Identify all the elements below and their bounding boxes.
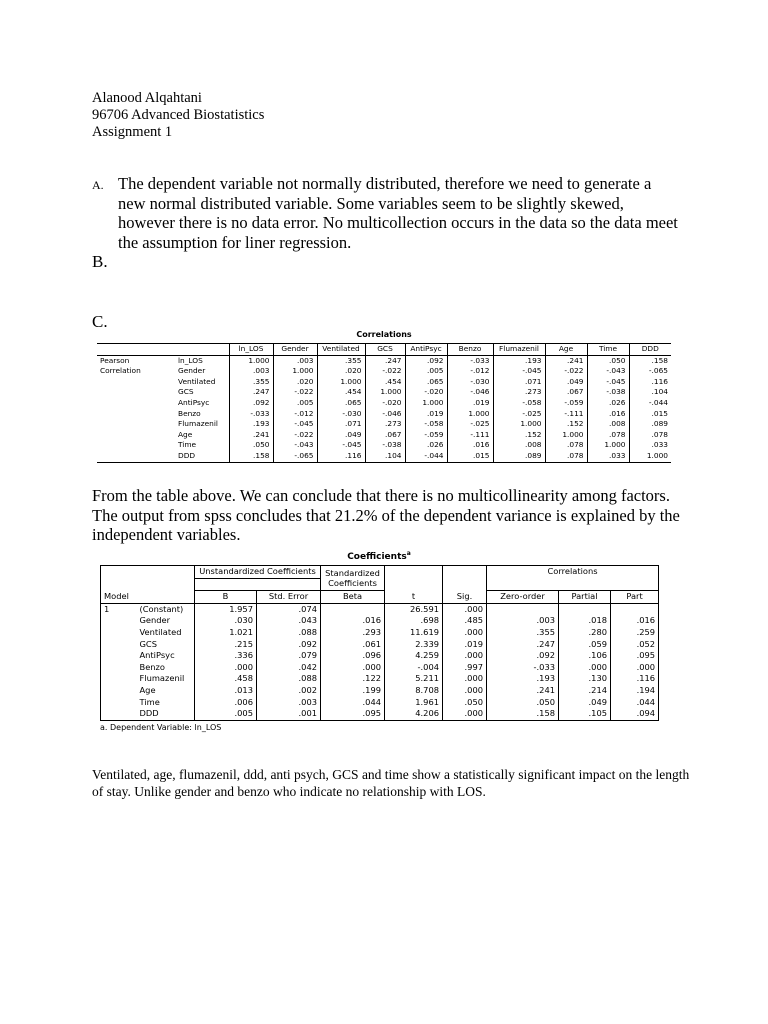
coef-cell-zero: .247 [487, 639, 559, 651]
corr-cell: -.045 [493, 366, 545, 377]
corr-cell: -.038 [365, 440, 405, 451]
section-b-label: B. [92, 252, 108, 271]
corr-row [97, 440, 671, 451]
corr-cell: .454 [365, 377, 405, 388]
correlations-table-block [97, 330, 671, 463]
coef-cell-sig: .019 [443, 639, 487, 651]
corr-row [97, 366, 671, 377]
corr-cell: .092 [229, 398, 273, 409]
coef-cell-zero: -.033 [487, 662, 559, 674]
corr-cell: .193 [229, 419, 273, 430]
hdr-beta: Beta [321, 591, 385, 604]
coef-row-label: Flumazenil [139, 673, 185, 684]
coef-cell-b: 1.957 [195, 603, 257, 615]
corr-group-blank [97, 398, 175, 409]
coef-row-label: Age [139, 684, 156, 695]
corr-cell: 1.000 [545, 430, 587, 441]
corr-cell: .078 [587, 430, 629, 441]
corr-cell: .152 [545, 419, 587, 430]
corr-cell: -.045 [273, 419, 317, 430]
corr-row-label: DDD [175, 451, 229, 462]
corr-header-blank [97, 344, 229, 356]
corr-col-header: Age [545, 344, 587, 356]
coefficients-title-sup: a [406, 550, 411, 557]
hdr-correlations: Correlations [487, 566, 659, 579]
coef-cell-partial: .280 [559, 627, 611, 639]
corr-group-blank [97, 440, 175, 451]
coef-cell-partial: .130 [559, 673, 611, 685]
coef-row [101, 708, 659, 720]
coef-cell-part: .116 [611, 673, 659, 685]
hdr-t: t [385, 591, 443, 604]
coef-row [101, 603, 659, 615]
coef-cell-sig: .000 [443, 603, 487, 615]
coef-cell-beta: .095 [321, 708, 385, 720]
corr-group-blank [97, 430, 175, 441]
corr-row-label: ln_LOS [178, 355, 203, 365]
corr-cell: .016 [447, 440, 493, 451]
corr-cell: .247 [365, 355, 405, 366]
coef-cell-part: .000 [611, 662, 659, 674]
coef-row [101, 662, 659, 674]
corr-row-label: Flumazenil [178, 419, 218, 429]
corr-cell: 1.000 [317, 377, 365, 388]
corr-cell: .241 [229, 430, 273, 441]
coef-cell-b: .013 [195, 685, 257, 697]
coef-model-blank [101, 708, 137, 720]
corr-group-label-2: Correlation [100, 366, 141, 376]
corr-cell: -.043 [273, 440, 317, 451]
corr-cell: .116 [629, 377, 671, 388]
coef-cell-beta: .199 [321, 685, 385, 697]
corr-cell: -.044 [405, 451, 447, 462]
corr-cell: .003 [229, 366, 273, 377]
corr-cell: .020 [317, 366, 365, 377]
corr-cell: .050 [229, 440, 273, 451]
hdr-zero-order: Zero-order [487, 591, 559, 604]
corr-cell: 1.000 [365, 387, 405, 398]
corr-row-label: Ventilated [178, 376, 216, 386]
coef-cell-partial: .106 [559, 650, 611, 662]
corr-cell: -.022 [545, 366, 587, 377]
corr-cell: .089 [629, 419, 671, 430]
corr-cell: 1.000 [229, 355, 273, 366]
corr-cell: .067 [545, 387, 587, 398]
corr-col-header: Benzo [447, 344, 493, 356]
corr-row [97, 409, 671, 420]
corr-col-header: AntiPsyc [405, 344, 447, 356]
hdr-part: Part [611, 591, 659, 604]
coef-row-label: (Constant) [139, 603, 184, 614]
corr-row-label: Age [178, 429, 193, 439]
corr-cell: .078 [545, 440, 587, 451]
correlations-header-row [97, 344, 671, 356]
corr-cell: -.020 [365, 398, 405, 409]
corr-cell: .454 [317, 387, 365, 398]
coef-cell-sig: .000 [443, 627, 487, 639]
coef-cell-se: .043 [257, 615, 321, 627]
coef-cell-partial [559, 603, 611, 615]
corr-cell: .008 [587, 419, 629, 430]
corr-cell: .016 [587, 409, 629, 420]
corr-cell: -.012 [273, 409, 317, 420]
coef-cell-beta [321, 603, 385, 615]
correlations-title: Correlations [356, 330, 412, 339]
coef-cell-b: .215 [195, 639, 257, 651]
coef-cell-partial: .059 [559, 639, 611, 651]
coef-cell-zero: .050 [487, 697, 559, 709]
corr-cell: .193 [493, 355, 545, 366]
coef-row-label: Gender [139, 615, 171, 626]
corr-cell: 1.000 [493, 419, 545, 430]
corr-cell: 1.000 [447, 409, 493, 420]
coef-cell-part [611, 603, 659, 615]
coef-cell-sig: .050 [443, 697, 487, 709]
corr-cell: -.025 [447, 419, 493, 430]
coef-cell-beta: .293 [321, 627, 385, 639]
corr-group-label-1: Pearson [100, 355, 130, 365]
coef-cell-beta: .000 [321, 662, 385, 674]
corr-cell: .065 [317, 398, 365, 409]
corr-cell: -.045 [317, 440, 365, 451]
coef-cell-zero: .241 [487, 685, 559, 697]
corr-cell: -.065 [273, 451, 317, 462]
coef-row [101, 650, 659, 662]
corr-cell: .152 [493, 430, 545, 441]
corr-row-label: GCS [178, 387, 194, 397]
coef-cell-part: .194 [611, 685, 659, 697]
coefficients-title [100, 550, 658, 562]
corr-group-blank [97, 451, 175, 462]
corr-cell: .005 [405, 366, 447, 377]
corr-cell: .071 [493, 377, 545, 388]
corr-cell: -.058 [493, 398, 545, 409]
coef-model-number: 1 [101, 603, 137, 615]
corr-cell: .015 [447, 451, 493, 462]
coef-row-label: Benzo [139, 661, 165, 672]
coefficients-table-block [100, 550, 658, 732]
corr-row [97, 419, 671, 430]
corr-cell: -.059 [545, 398, 587, 409]
coef-cell-beta: .044 [321, 697, 385, 709]
corr-col-header: ln_LOS [229, 344, 273, 356]
coef-cell-t: 2.339 [385, 639, 443, 651]
conclusion-significance: Ventilated, age, flumazenil, ddd, anti psych, GCS and time show a statistically significant impact on the length of stay. Unlike gender and benzo who indicate no relationship with LOS. [92, 767, 690, 799]
corr-cell: -.111 [545, 409, 587, 420]
coefficients-table [100, 565, 659, 721]
corr-cell: .355 [317, 355, 365, 366]
coef-cell-partial: .018 [559, 615, 611, 627]
coef-row [101, 627, 659, 639]
coef-cell-t: 1.961 [385, 697, 443, 709]
coef-cell-se: .088 [257, 673, 321, 685]
coef-cell-sig: .000 [443, 673, 487, 685]
corr-cell: .158 [629, 355, 671, 366]
corr-cell: .065 [405, 377, 447, 388]
corr-cell: -.046 [447, 387, 493, 398]
coefficients-title-text: Coefficients [347, 552, 407, 562]
hdr-std-error: Std. Error [257, 591, 321, 604]
corr-cell: 1.000 [629, 451, 671, 462]
coef-cell-t: 11.619 [385, 627, 443, 639]
corr-group-blank [97, 409, 175, 420]
coef-model-blank [101, 639, 137, 651]
coef-cell-zero: .193 [487, 673, 559, 685]
corr-cell: .116 [317, 451, 365, 462]
coef-model-blank [101, 650, 137, 662]
corr-cell: -.065 [629, 366, 671, 377]
coef-cell-partial: .214 [559, 685, 611, 697]
corr-cell: .008 [493, 440, 545, 451]
corr-cell: -.059 [405, 430, 447, 441]
coef-cell-sig: .485 [443, 615, 487, 627]
corr-col-header: Gender [273, 344, 317, 356]
coef-cell-se: .079 [257, 650, 321, 662]
coef-cell-t: .698 [385, 615, 443, 627]
coef-cell-beta: .096 [321, 650, 385, 662]
corr-row [97, 398, 671, 409]
coef-cell-sig: .997 [443, 662, 487, 674]
coef-model-blank [101, 673, 137, 685]
corr-col-header: GCS [365, 344, 405, 356]
coef-cell-b: .006 [195, 697, 257, 709]
coef-cell-se: .074 [257, 603, 321, 615]
corr-row [97, 430, 671, 441]
corr-cell: -.012 [447, 366, 493, 377]
coef-cell-part: .044 [611, 697, 659, 709]
corr-col-header: Time [587, 344, 629, 356]
coef-cell-sig: .000 [443, 685, 487, 697]
corr-cell: .026 [587, 398, 629, 409]
coef-row-label: Ventilated [139, 626, 182, 637]
corr-group-blank [97, 387, 175, 398]
corr-cell: -.022 [273, 387, 317, 398]
coef-cell-part: .016 [611, 615, 659, 627]
corr-cell: .241 [545, 355, 587, 366]
corr-row [97, 355, 671, 366]
coef-cell-t: 4.259 [385, 650, 443, 662]
corr-cell: -.111 [447, 430, 493, 441]
corr-cell: .049 [317, 430, 365, 441]
coef-row [101, 639, 659, 651]
section-a-text: The dependent variable not normally distributed, therefore we need to generate a new normal distributed variable. Some variables seem to be slightly skewed, however there is no data error. No multicollection occurs in the data so the data meet the assumption for liner regression. [118, 174, 678, 252]
corr-cell: 1.000 [587, 440, 629, 451]
coef-model-blank [101, 697, 137, 709]
coef-model-blank [101, 685, 137, 697]
corr-row-label: Benzo [178, 408, 201, 418]
hdr-partial: Partial [559, 591, 611, 604]
coef-cell-se: .092 [257, 639, 321, 651]
coef-model-blank [101, 615, 137, 627]
coef-cell-part: .095 [611, 650, 659, 662]
coef-cell-t: 5.211 [385, 673, 443, 685]
corr-cell: -.044 [629, 398, 671, 409]
coef-cell-t: 26.591 [385, 603, 443, 615]
corr-row-label: Gender [178, 366, 206, 376]
correlations-table [97, 343, 671, 463]
hdr-standardized-1: Standardized [325, 567, 380, 578]
corr-cell: .078 [545, 451, 587, 462]
coef-cell-partial: .000 [559, 662, 611, 674]
hdr-model: Model [101, 591, 195, 604]
corr-cell: -.022 [273, 430, 317, 441]
corr-row-label: AntiPsyc [178, 397, 210, 407]
corr-cell: -.030 [447, 377, 493, 388]
coef-cell-b: .000 [195, 662, 257, 674]
corr-row [97, 387, 671, 398]
corr-cell: -.025 [493, 409, 545, 420]
corr-cell: .273 [493, 387, 545, 398]
hdr-standardized-2: Coefficients [321, 578, 385, 591]
coef-cell-b: .458 [195, 673, 257, 685]
coef-cell-sig: .000 [443, 708, 487, 720]
corr-cell: -.045 [587, 377, 629, 388]
corr-cell: .247 [229, 387, 273, 398]
corr-cell: .019 [447, 398, 493, 409]
coef-cell-t: -.004 [385, 662, 443, 674]
coef-model-blank [101, 627, 137, 639]
coef-row [101, 673, 659, 685]
corr-cell: .005 [273, 398, 317, 409]
coef-cell-zero: .355 [487, 627, 559, 639]
corr-cell: .033 [587, 451, 629, 462]
corr-cell: -.033 [447, 355, 493, 366]
hdr-unstandardized: Unstandardized Coefficients [195, 566, 321, 579]
coef-cell-part: .094 [611, 708, 659, 720]
coef-cell-se: .088 [257, 627, 321, 639]
corr-cell: .019 [405, 409, 447, 420]
section-c-label: C. [92, 312, 108, 331]
corr-cell: .003 [273, 355, 317, 366]
coef-cell-se: .002 [257, 685, 321, 697]
corr-cell: .158 [229, 451, 273, 462]
corr-cell: .015 [629, 409, 671, 420]
corr-col-header: Ventilated [317, 344, 365, 356]
corr-row-label: Time [178, 440, 197, 450]
author-name: Alanood Alqahtani [92, 90, 202, 106]
coef-cell-sig: .000 [443, 650, 487, 662]
coef-cell-se: .003 [257, 697, 321, 709]
coef-row-label: AntiPsyc [139, 650, 175, 661]
corr-cell: -.022 [365, 366, 405, 377]
corr-group-blank [97, 419, 175, 430]
corr-row [97, 451, 671, 462]
coef-cell-zero: .158 [487, 708, 559, 720]
coef-cell-partial: .049 [559, 697, 611, 709]
conclusion-multicollinearity: From the table above. We can conclude that there is no multicollinearity among factors. The output from spss concludes that 21.2% of the dependent variance is explained by the independent variables. [92, 486, 680, 544]
coef-cell-t: 4.206 [385, 708, 443, 720]
coef-cell-b: .005 [195, 708, 257, 720]
coef-cell-beta: .061 [321, 639, 385, 651]
course-title: 96706 Advanced Biostatistics [92, 107, 265, 123]
corr-cell: .026 [405, 440, 447, 451]
corr-cell: .049 [545, 377, 587, 388]
coefficients-footnote: a. Dependent Variable: ln_LOS [100, 722, 222, 732]
corr-cell: .067 [365, 430, 405, 441]
coef-cell-b: 1.021 [195, 627, 257, 639]
coef-cell-part: .259 [611, 627, 659, 639]
assignment-title: Assignment 1 [92, 124, 173, 140]
coef-cell-zero: .003 [487, 615, 559, 627]
corr-cell: -.043 [587, 366, 629, 377]
corr-cell: -.020 [405, 387, 447, 398]
coef-model-blank [101, 662, 137, 674]
corr-group-blank [97, 377, 175, 388]
coef-cell-zero: .092 [487, 650, 559, 662]
corr-cell: .033 [629, 440, 671, 451]
corr-cell: .355 [229, 377, 273, 388]
corr-cell: .273 [365, 419, 405, 430]
corr-cell: .092 [405, 355, 447, 366]
corr-cell: .104 [629, 387, 671, 398]
coef-row [101, 697, 659, 709]
coef-cell-zero [487, 603, 559, 615]
corr-cell: -.058 [405, 419, 447, 430]
hdr-b: B [195, 591, 257, 604]
corr-cell: .104 [365, 451, 405, 462]
coef-cell-beta: .016 [321, 615, 385, 627]
corr-cell: 1.000 [405, 398, 447, 409]
corr-cell: -.038 [587, 387, 629, 398]
coef-cell-beta: .122 [321, 673, 385, 685]
hdr-sig: Sig. [443, 591, 487, 604]
corr-cell: -.046 [365, 409, 405, 420]
coef-row-label: Time [139, 696, 160, 707]
coef-row-label: GCS [139, 638, 157, 649]
coef-cell-t: 8.708 [385, 685, 443, 697]
corr-row [97, 377, 671, 388]
coef-cell-partial: .105 [559, 708, 611, 720]
corr-cell: -.030 [317, 409, 365, 420]
corr-cell: .078 [629, 430, 671, 441]
coef-row [101, 685, 659, 697]
coef-cell-se: .001 [257, 708, 321, 720]
corr-cell: .020 [273, 377, 317, 388]
coef-cell-se: .042 [257, 662, 321, 674]
corr-cell: .050 [587, 355, 629, 366]
corr-cell: .089 [493, 451, 545, 462]
coef-cell-part: .052 [611, 639, 659, 651]
corr-cell: .071 [317, 419, 365, 430]
corr-cell: -.033 [229, 409, 273, 420]
coef-row-label: DDD [137, 708, 195, 720]
corr-col-header: Flumazenil [493, 344, 545, 356]
section-a-label: A. [92, 178, 104, 192]
corr-cell: 1.000 [273, 366, 317, 377]
coef-row [101, 615, 659, 627]
corr-col-header: DDD [629, 344, 671, 356]
coef-cell-b: .030 [195, 615, 257, 627]
coef-cell-b: .336 [195, 650, 257, 662]
